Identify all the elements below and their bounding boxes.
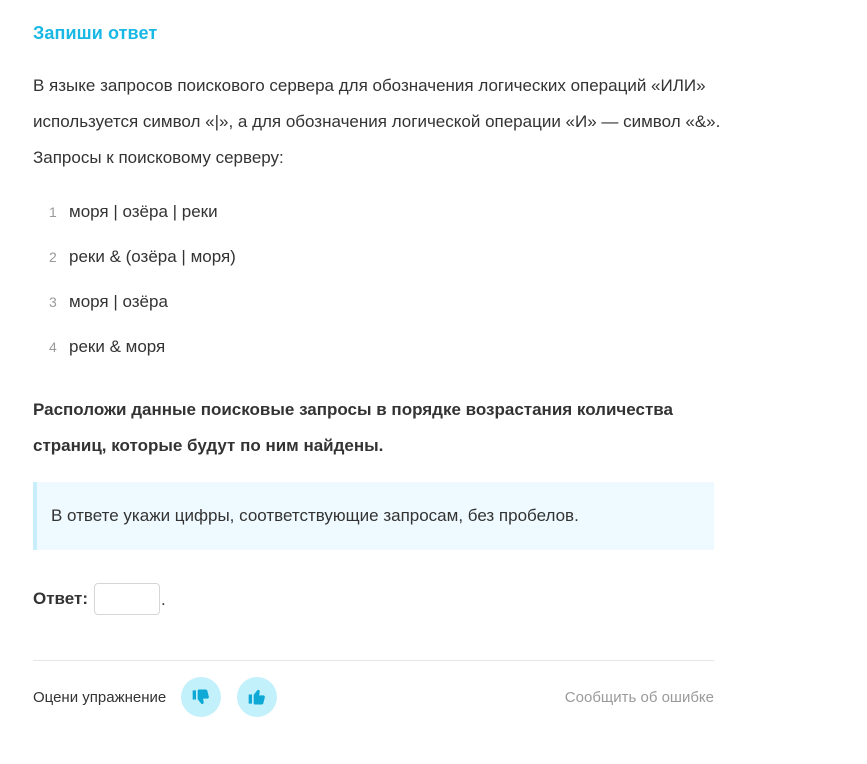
thumbs-up-icon [247,687,267,707]
query-text: реки & (озёра | моря) [69,247,236,266]
hint-box [33,482,714,550]
answer-row [33,582,166,616]
report-error-link[interactable]: Сообщить об ошибке [564,688,714,706]
query-list [33,194,236,374]
exercise-title: Запиши ответ [33,23,158,43]
problem-statement: В языке запросов поискового сервера для обозначения логических операций «ИЛИ» используется символ «|», а для обозначения логической операции «И» — символ «&». Запросы к поисковому серверу: [33,76,721,167]
query-text: моря | озёра | реки [69,202,218,221]
query-number: 3 [49,294,57,310]
task-instruction: Расположи данные поисковые запросы в порядке возрастания количества страниц, которые будут по ним найдены. [33,400,673,455]
list-item [33,194,236,239]
like-button[interactable] [237,677,277,717]
answer-input[interactable] [94,583,160,615]
answer-label: Ответ: [33,589,88,608]
thumbs-down-icon [191,687,211,707]
rate-label: Оцени упражнение [33,688,167,706]
dislike-button[interactable] [181,677,221,717]
rating-bar [33,677,714,717]
query-number: 1 [49,204,57,220]
answer-suffix: . [161,590,166,609]
list-item [33,239,236,284]
divider [33,660,714,661]
query-text: реки & моря [69,337,166,356]
query-number: 2 [49,249,57,265]
list-item [33,329,236,374]
list-item [33,284,236,329]
query-text: моря | озёра [69,292,168,311]
query-number: 4 [49,339,57,355]
hint-text: В ответе укажи цифры, соответствующие запросам, без пробелов. [51,506,579,525]
